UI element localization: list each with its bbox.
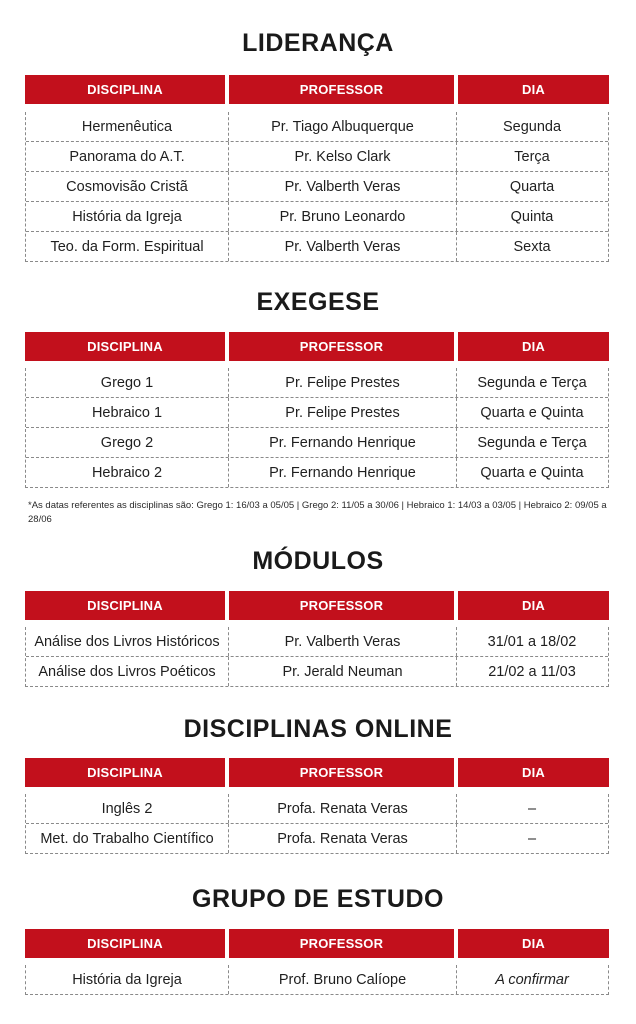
header-professor: PROFESSOR (229, 75, 454, 104)
cell-disciplina: Hebraico 2 (26, 458, 229, 487)
header-disciplina: DISCIPLINA (25, 75, 225, 104)
section-title-online: DISCIPLINAS ONLINE (183, 715, 453, 743)
header-dia: DIA (458, 75, 609, 104)
table-exegese (25, 368, 609, 488)
table-row (26, 823, 608, 853)
cell-professor: Pr. Valberth Veras (229, 232, 457, 261)
header-professor: PROFESSOR (229, 332, 454, 361)
table-online (25, 794, 609, 854)
cell-professor: Pr. Fernando Henrique (229, 458, 457, 487)
header-dia: DIA (458, 929, 609, 958)
cell-disciplina: Met. do Trabalho Científico (26, 824, 229, 853)
cell-dia: Quarta (509, 178, 555, 195)
cell-professor: Profa. Renata Veras (229, 794, 457, 823)
cell-professor: Pr. Fernando Henrique (229, 428, 457, 457)
table-row (26, 368, 608, 397)
cell-disciplina: Análise dos Livros Poéticos (26, 657, 229, 686)
header-dia: DIA (458, 332, 609, 361)
cell-disciplina: Grego 2 (26, 428, 229, 457)
header-professor: PROFESSOR (229, 758, 454, 787)
cell-professor: Pr. Jerald Neuman (229, 657, 457, 686)
cell-professor: Pr. Bruno Leonardo (229, 202, 457, 231)
table-row (26, 171, 608, 201)
cell-professor: Pr. Valberth Veras (229, 172, 457, 201)
table-row (26, 656, 608, 686)
table-modulos (25, 627, 609, 687)
table-lideranca (25, 112, 609, 262)
header-professor: PROFESSOR (229, 591, 454, 620)
cell-professor: Pr. Valberth Veras (229, 627, 457, 656)
footnote-exegese-dates: *As datas referentes as disciplinas são: Grego 1: 16/03 a 05/05 | Grego 2: 11/05 a 30/06 | Hebraico 1: 14/03 a 03/05 | Hebraico 2: 09/05 a 28/06 (28, 500, 607, 525)
cell-disciplina: Teo. da Form. Espiritual (26, 232, 229, 261)
header-disciplina: DISCIPLINA (25, 332, 225, 361)
cell-disciplina: Inglês 2 (26, 794, 229, 823)
table-row (26, 965, 608, 994)
header-disciplina: DISCIPLINA (25, 591, 225, 620)
cell-disciplina: Hermenêutica (26, 112, 229, 141)
cell-dia: Segunda e Terça (477, 374, 587, 391)
header-dia: DIA (458, 758, 609, 787)
cell-disciplina: Panorama do A.T. (26, 142, 229, 171)
cell-dia: Quinta (510, 208, 554, 225)
header-disciplina: DISCIPLINA (25, 929, 225, 958)
cell-dia: A confirmar (495, 971, 569, 988)
cell-dia: – (527, 830, 537, 847)
cell-disciplina: Grego 1 (26, 368, 229, 397)
cell-dia: 21/02 a 11/03 (488, 663, 576, 680)
table-row (26, 627, 608, 656)
table-row (26, 427, 608, 457)
cell-professor: Prof. Bruno Calíope (229, 965, 457, 994)
cell-disciplina: História da Igreja (26, 202, 229, 231)
table-row (26, 201, 608, 231)
cell-professor: Pr. Tiago Albuquerque (229, 112, 457, 141)
cell-dia: Sexta (513, 238, 551, 255)
cell-dia: Quarta e Quinta (480, 464, 584, 481)
cell-dia: 31/01 a 18/02 (487, 633, 577, 650)
table-row (26, 141, 608, 171)
cell-disciplina: História da Igreja (26, 965, 229, 994)
section-title-exegese: EXEGESE (256, 288, 380, 316)
section-title-modulos: MÓDULOS (252, 547, 384, 575)
section-title-lideranca: LIDERANÇA (242, 29, 394, 57)
cell-disciplina: Cosmovisão Cristã (26, 172, 229, 201)
cell-professor: Pr. Felipe Prestes (229, 398, 457, 427)
cell-dia: Quarta e Quinta (480, 404, 584, 421)
cell-disciplina: Análise dos Livros Históricos (26, 627, 229, 656)
table-grupo (25, 965, 609, 995)
header-dia: DIA (458, 591, 609, 620)
cell-professor: Profa. Renata Veras (229, 824, 457, 853)
cell-dia: – (527, 800, 537, 817)
cell-dia: Segunda (502, 118, 562, 135)
section-title-grupo: GRUPO DE ESTUDO (192, 885, 444, 913)
table-row (26, 112, 608, 141)
cell-professor: Pr. Kelso Clark (229, 142, 457, 171)
cell-professor: Pr. Felipe Prestes (229, 368, 457, 397)
table-row (26, 457, 608, 487)
table-row (26, 231, 608, 261)
header-disciplina: DISCIPLINA (25, 758, 225, 787)
table-row (26, 397, 608, 427)
cell-dia: Terça (514, 148, 550, 165)
cell-dia: Segunda e Terça (477, 434, 587, 451)
table-row (26, 794, 608, 823)
header-professor: PROFESSOR (229, 929, 454, 958)
cell-disciplina: Hebraico 1 (26, 398, 229, 427)
